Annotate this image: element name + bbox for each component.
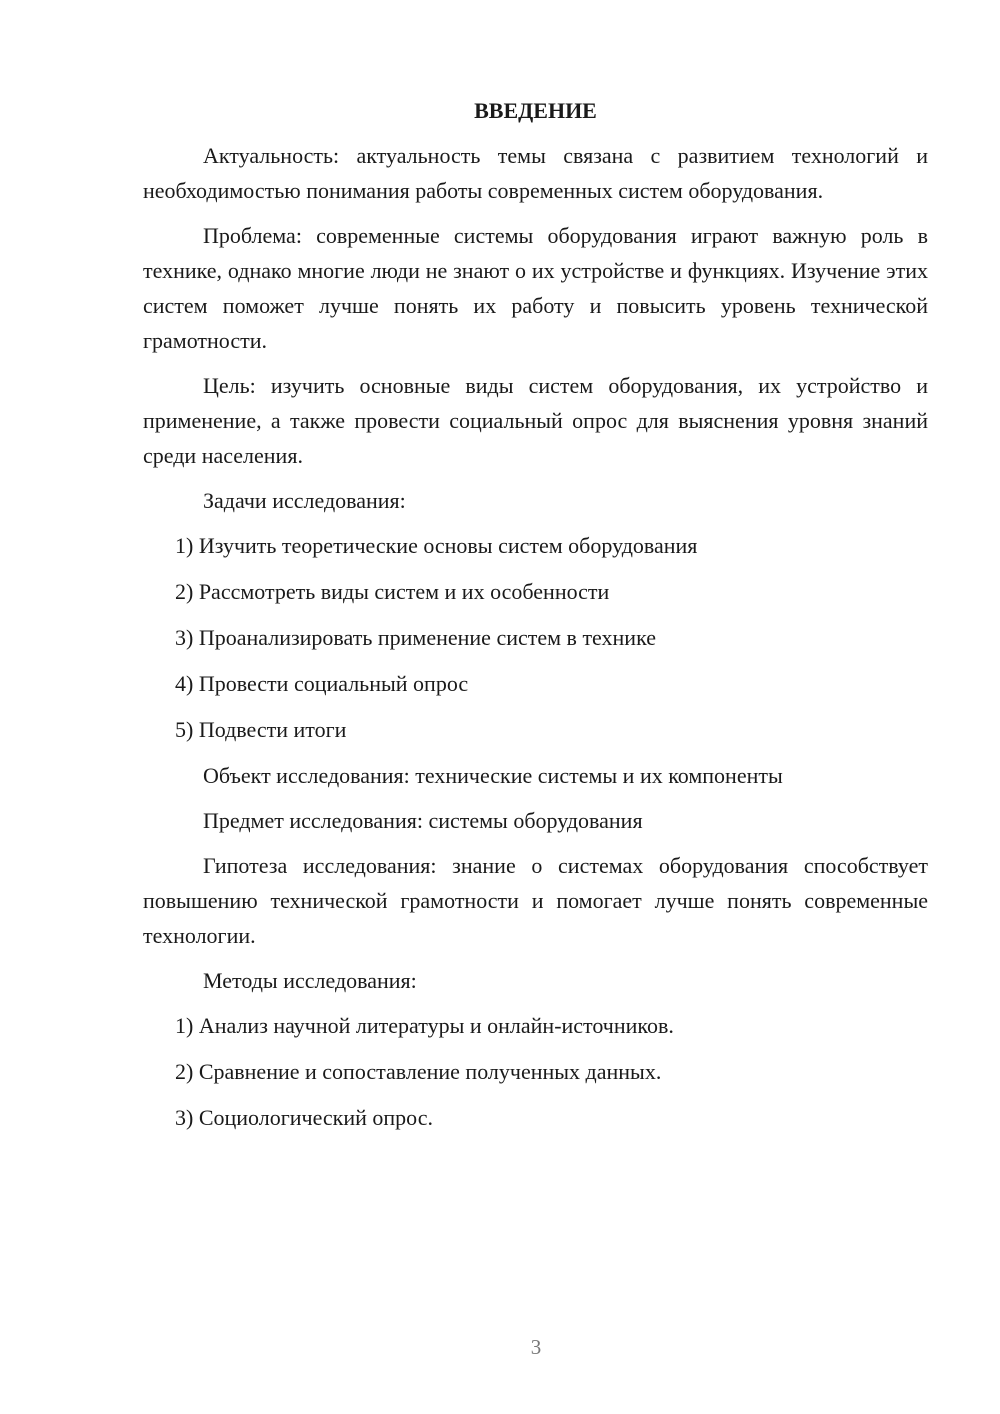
task-item: 5) Подвести итоги	[175, 717, 347, 742]
method-item: 2) Сравнение и сопоставление полученных данных.	[175, 1059, 662, 1084]
problem-paragraph: Проблема: современные системы оборудования играют важную роль в технике, однако многие люди не знают о их устройстве и функциях. Изучение этих систем поможет лучше понять их работу и повысить уровень технической грамотности.	[143, 223, 928, 353]
task-item: 3) Проанализировать применение систем в технике	[175, 625, 656, 650]
methods-heading: Методы исследования:	[203, 968, 417, 993]
page-number: 3	[530, 1335, 542, 1359]
relevance-paragraph: Актуальность: актуальность темы связана с развитием технологий и необходимостью понимания работы современных систем оборудования.	[143, 143, 928, 203]
task-item: 2) Рассмотреть виды систем и их особенности	[175, 579, 610, 604]
task-item: 1) Изучить теоретические основы систем оборудования	[175, 533, 698, 558]
object-paragraph: Объект исследования: технические системы и их компоненты	[203, 763, 783, 788]
tasks-heading: Задачи исследования:	[203, 488, 406, 513]
goal-paragraph: Цель: изучить основные виды систем оборудования, их устройство и применение, а также провести социальный опрос для выяснения уровня знаний среди населения.	[143, 373, 928, 468]
page-content	[143, 96, 928, 1146]
section-title: ВВЕДЕНИЕ	[474, 98, 597, 123]
method-item: 3) Социологический опрос.	[175, 1105, 433, 1130]
hypothesis-paragraph: Гипотеза исследования: знание о системах оборудования способствует повышению технической грамотности и помогает лучше понять современные технологии.	[143, 853, 928, 948]
subject-paragraph: Предмет исследования: системы оборудования	[203, 808, 643, 833]
task-item: 4) Провести социальный опрос	[175, 671, 469, 696]
method-item: 1) Анализ научной литературы и онлайн-источников.	[175, 1013, 674, 1038]
